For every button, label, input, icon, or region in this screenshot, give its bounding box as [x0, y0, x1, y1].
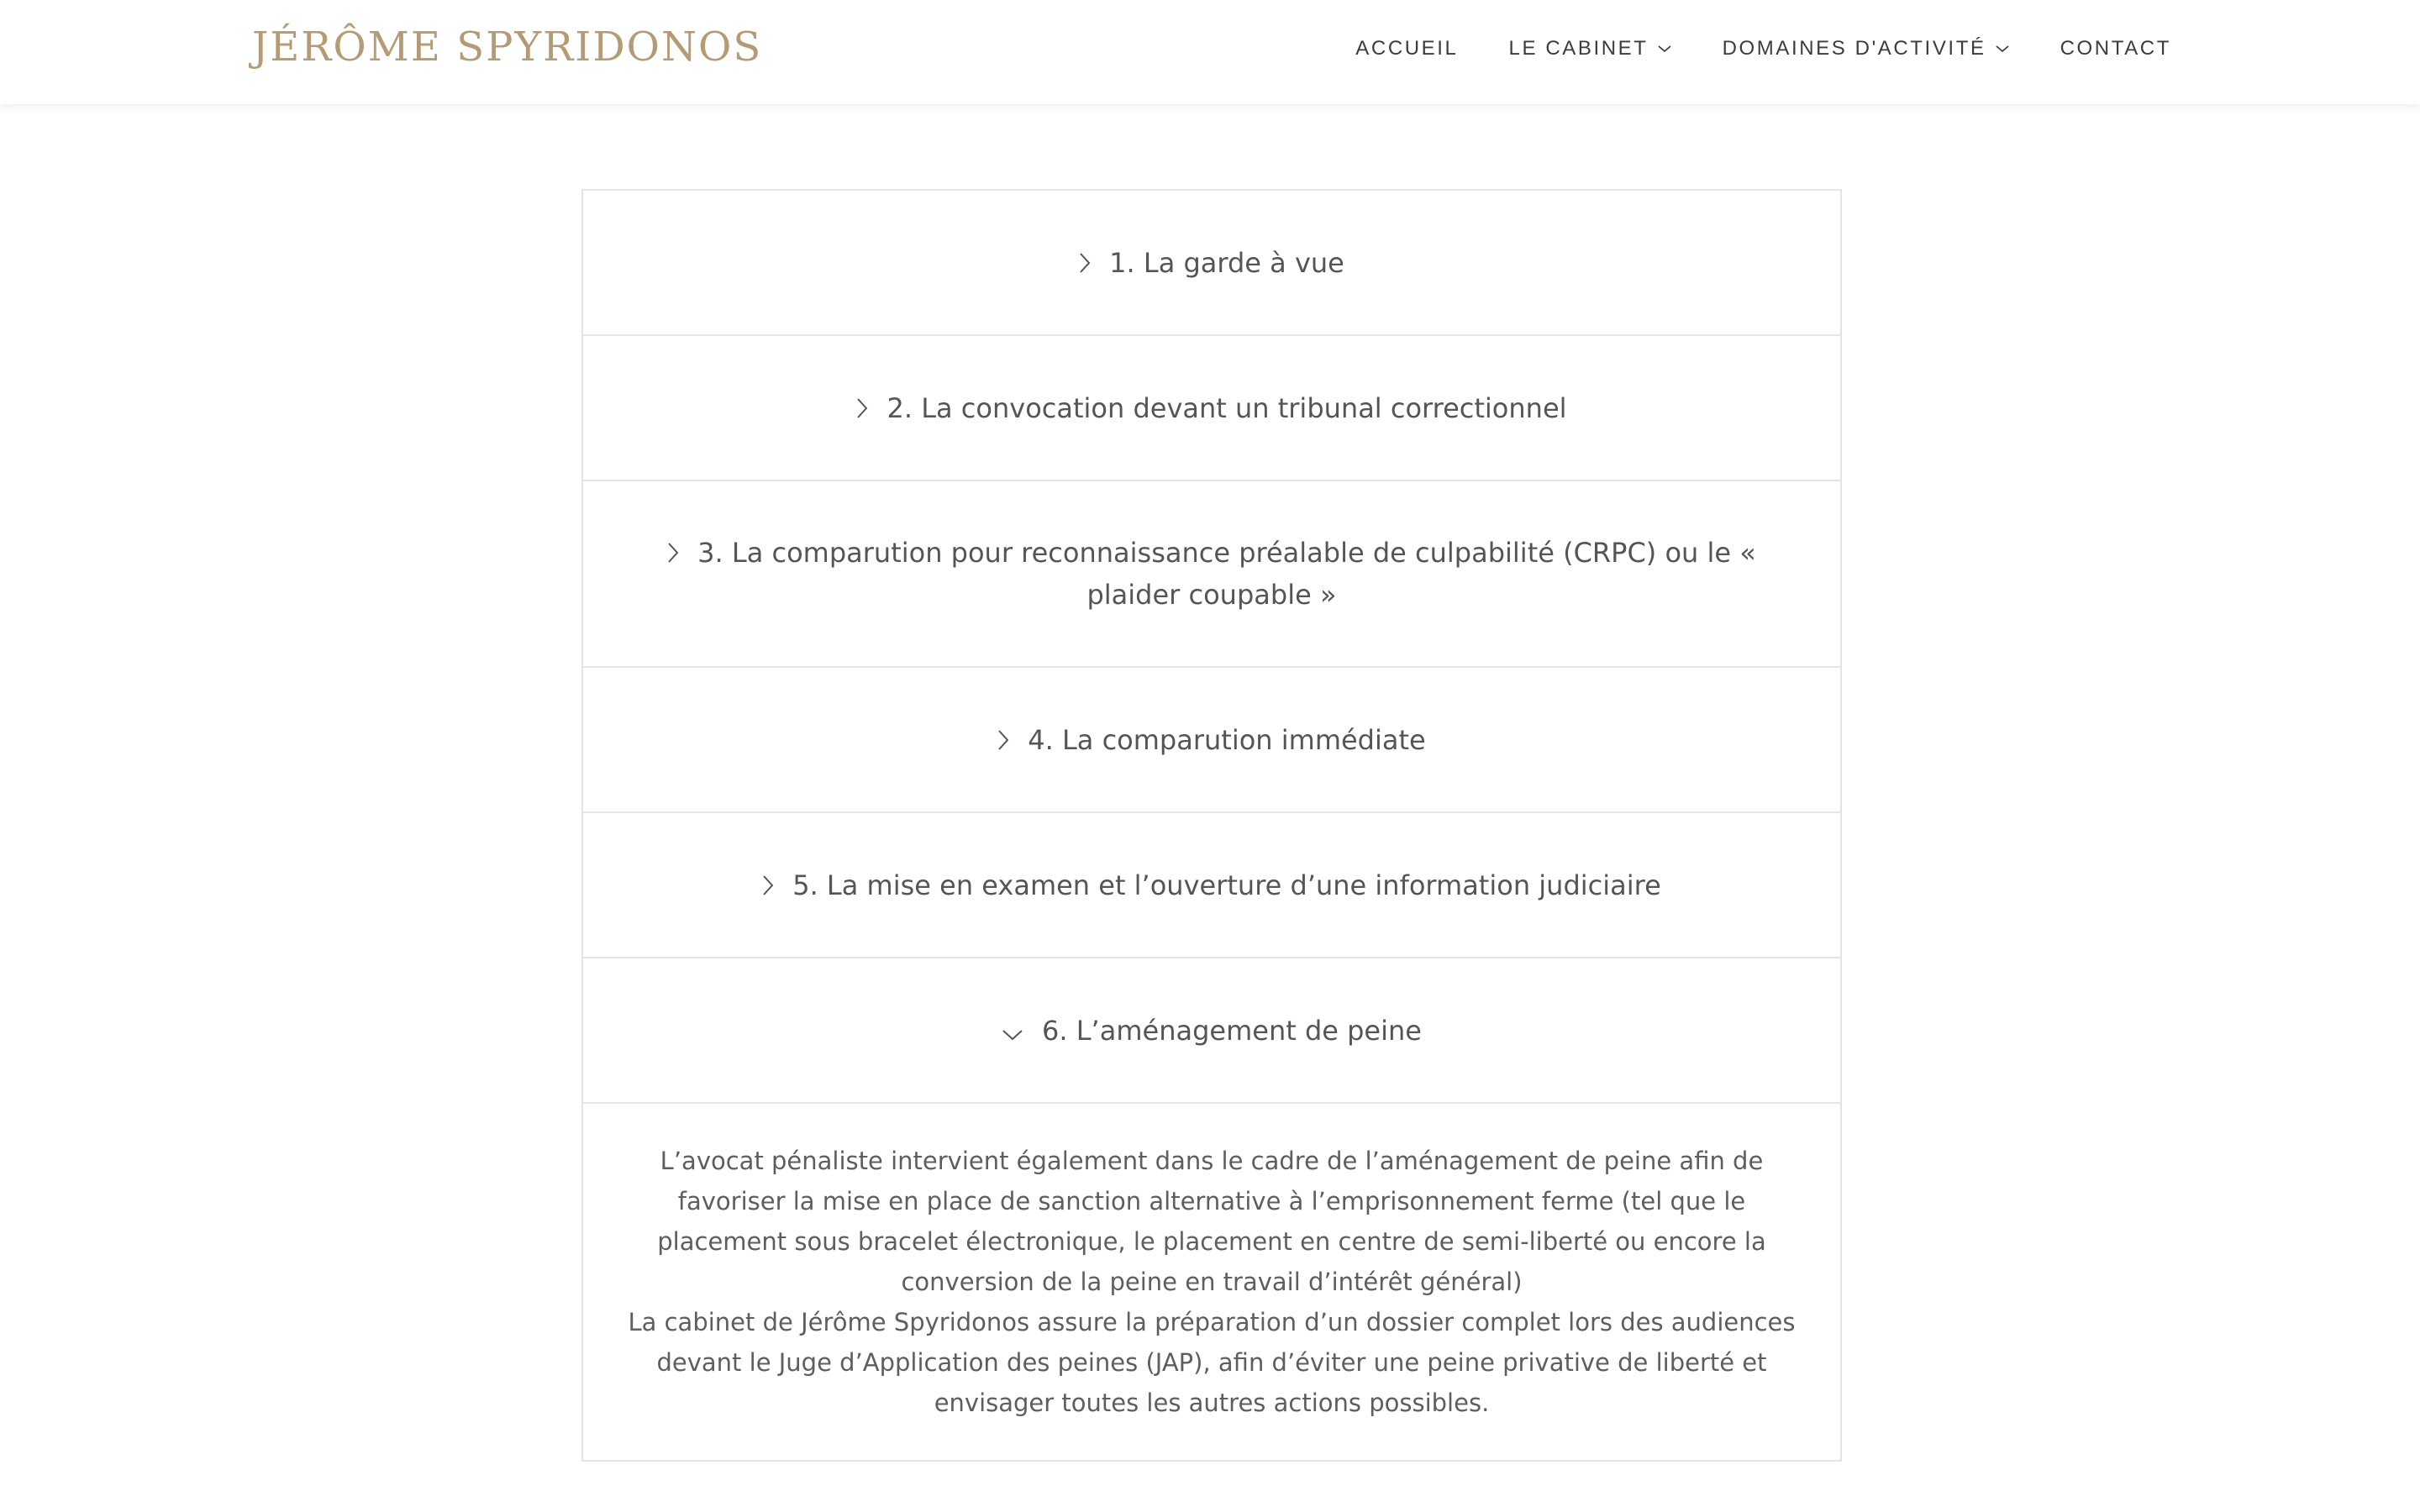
nav-item-label: ACCUEIL [1355, 37, 1459, 60]
nav-item-label: CONTACT [2060, 37, 2171, 60]
accordion-toggle-crpc[interactable] [583, 481, 1840, 666]
site-header [0, 0, 2420, 104]
nav-item-contact[interactable] [2060, 37, 2171, 60]
site-logo[interactable]: JÉRÔME SPYRIDONOS [252, 24, 763, 71]
accordion-title: 6. L’aménagement de peine [1042, 1014, 1422, 1047]
chevron-down-icon [1995, 44, 2010, 54]
accordion-toggle-comparution-immediate[interactable] [583, 668, 1840, 811]
accordion-toggle-convocation[interactable] [583, 336, 1840, 480]
nav-item-label: LE CABINET [1508, 37, 1649, 60]
chevron-right-icon [1079, 252, 1091, 274]
nav-item-accueil[interactable] [1355, 37, 1458, 60]
nav-item-domaines-activite[interactable] [1723, 37, 2010, 60]
nav-item-le-cabinet[interactable] [1509, 37, 1672, 60]
accordion-title: 4. La comparution immédiate [1028, 723, 1426, 756]
accordion-title: 5. La mise en examen et l’ouverture d’une information judiciaire [792, 869, 1661, 901]
accordion-title: 3. La comparution pour reconnaissance préalable de culpabilité (CRPC) ou le « plaider coupable » [697, 537, 1756, 611]
chevron-right-icon [762, 874, 774, 896]
panel-paragraph: La cabinet de Jérôme Spyridonos assure la préparation d’un dossier complet lors des audiences devant le Juge d’Application des peines (JAP), afin d’éviter une peine privative de liberté et envisager toutes les autres actions possibles. [628, 1308, 1796, 1417]
accordion-toggle-mise-en-examen[interactable] [583, 813, 1840, 957]
accordion-toggle-amenagement-de-peine[interactable] [583, 958, 1840, 1102]
chevron-right-icon [997, 729, 1009, 751]
accordion-title: 2. La convocation devant un tribunal correctionnel [886, 391, 1567, 424]
chevron-down-icon [1657, 44, 1672, 54]
accordion-item [583, 191, 1840, 334]
accordion-item [583, 666, 1840, 811]
accordion-item [583, 811, 1840, 957]
procedure-accordion [581, 189, 1842, 1462]
accordion-item [583, 334, 1840, 480]
chevron-right-icon [667, 542, 679, 564]
panel-paragraph: L’avocat pénaliste intervient également dans le cadre de l’aménagement de peine afin de favoriser la mise en place de sanction alternative à l’emprisonnement ferme (tel que le placement sous bracelet électronique, le placement en centre de semi-liberté ou encore la conversion de la peine en travail d’intérêt général) [657, 1147, 1766, 1296]
chevron-down-icon [1002, 1028, 1023, 1042]
accordion-panel-amenagement-de-peine [583, 1102, 1840, 1460]
nav-item-label: DOMAINES D'ACTIVITÉ [1722, 37, 1986, 60]
accordion-item [583, 480, 1840, 666]
accordion-title: 1. La garde à vue [1109, 246, 1344, 279]
chevron-right-icon [856, 397, 868, 419]
accordion-item-expanded [583, 957, 1840, 1460]
main-nav [1355, 37, 2171, 60]
accordion-toggle-garde-a-vue[interactable] [583, 191, 1840, 334]
